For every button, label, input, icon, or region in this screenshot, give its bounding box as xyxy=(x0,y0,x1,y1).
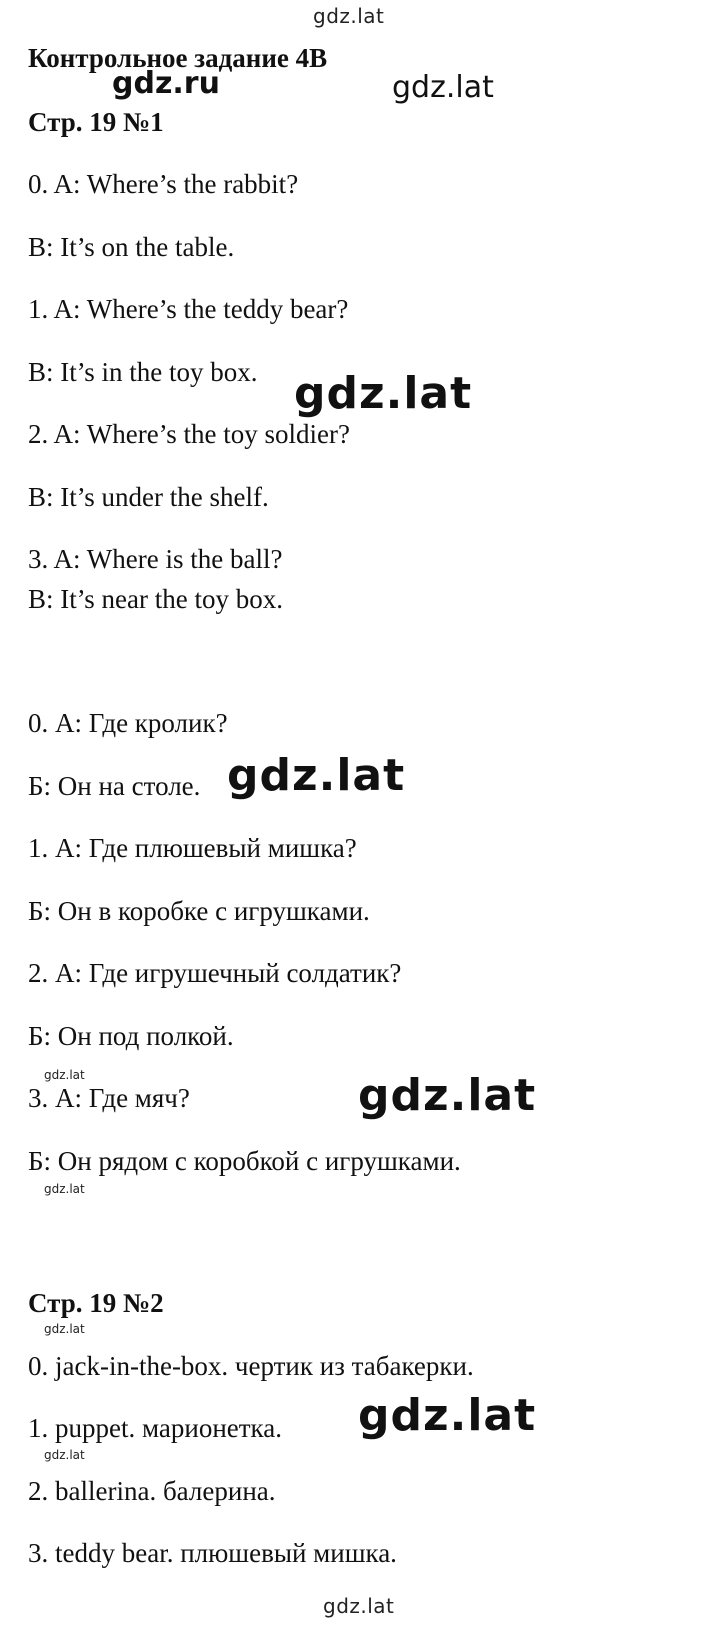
watermark-top: gdz.lat xyxy=(313,4,385,28)
vocab-item: 0. jack-in-the-box. чертик из табакерки. xyxy=(28,1351,474,1381)
russian-line: 1. А: Где плюшевый мишка? xyxy=(28,833,357,863)
watermark-big: gdz.lat xyxy=(294,368,473,419)
english-line: B: It’s on the table. xyxy=(28,232,235,262)
russian-line: Б: Он под полкой. xyxy=(28,1021,234,1051)
watermark-big: gdz.lat xyxy=(358,1070,537,1121)
english-line: 1. A: Where’s the teddy bear? xyxy=(28,294,349,324)
russian-line: 0. А: Где кролик? xyxy=(28,708,228,738)
english-line: B: It’s under the shelf. xyxy=(28,482,269,512)
watermark-small: gdz.lat xyxy=(44,1322,85,1336)
watermark-small: gdz.lat xyxy=(44,1068,85,1082)
vocab-item: 3. teddy bear. плюшевый мишка. xyxy=(28,1538,397,1568)
vocab-item: 2. ballerina. балерина. xyxy=(28,1476,276,1506)
russian-line: Б: Он рядом с коробкой с игрушками. xyxy=(28,1146,461,1176)
vocab-item: 1. puppet. марионетка. xyxy=(28,1413,282,1443)
watermark-small: gdz.lat xyxy=(44,1182,85,1196)
english-line: 0. A: Where’s the rabbit? xyxy=(28,169,299,199)
russian-line: Б: Он на столе. xyxy=(28,771,201,801)
english-line: B: It’s near the toy box. xyxy=(28,584,283,614)
watermark-big: gdz.lat xyxy=(227,750,406,801)
russian-line: 2. А: Где игрушечный солдатик? xyxy=(28,958,402,988)
section-1-heading: Стр. 19 №1 xyxy=(28,107,164,137)
section-2-heading: Стр. 19 №2 xyxy=(28,1288,164,1318)
english-line: B: It’s in the toy box. xyxy=(28,357,258,387)
watermark-ru: gdz.ru xyxy=(112,66,220,101)
watermark-big: gdz.lat xyxy=(358,1390,537,1441)
watermark-top-right: gdz.lat xyxy=(392,70,494,105)
watermark-bottom: gdz.lat xyxy=(323,1594,395,1618)
russian-line: Б: Он в коробке с игрушками. xyxy=(28,896,370,926)
page-title: Контрольное задание 4B xyxy=(28,43,328,73)
english-line: 3. A: Where is the ball? xyxy=(28,544,283,574)
russian-line: 3. А: Где мяч? xyxy=(28,1083,190,1113)
english-line: 2. A: Where’s the toy soldier? xyxy=(28,419,350,449)
watermark-small: gdz.lat xyxy=(44,1448,85,1462)
